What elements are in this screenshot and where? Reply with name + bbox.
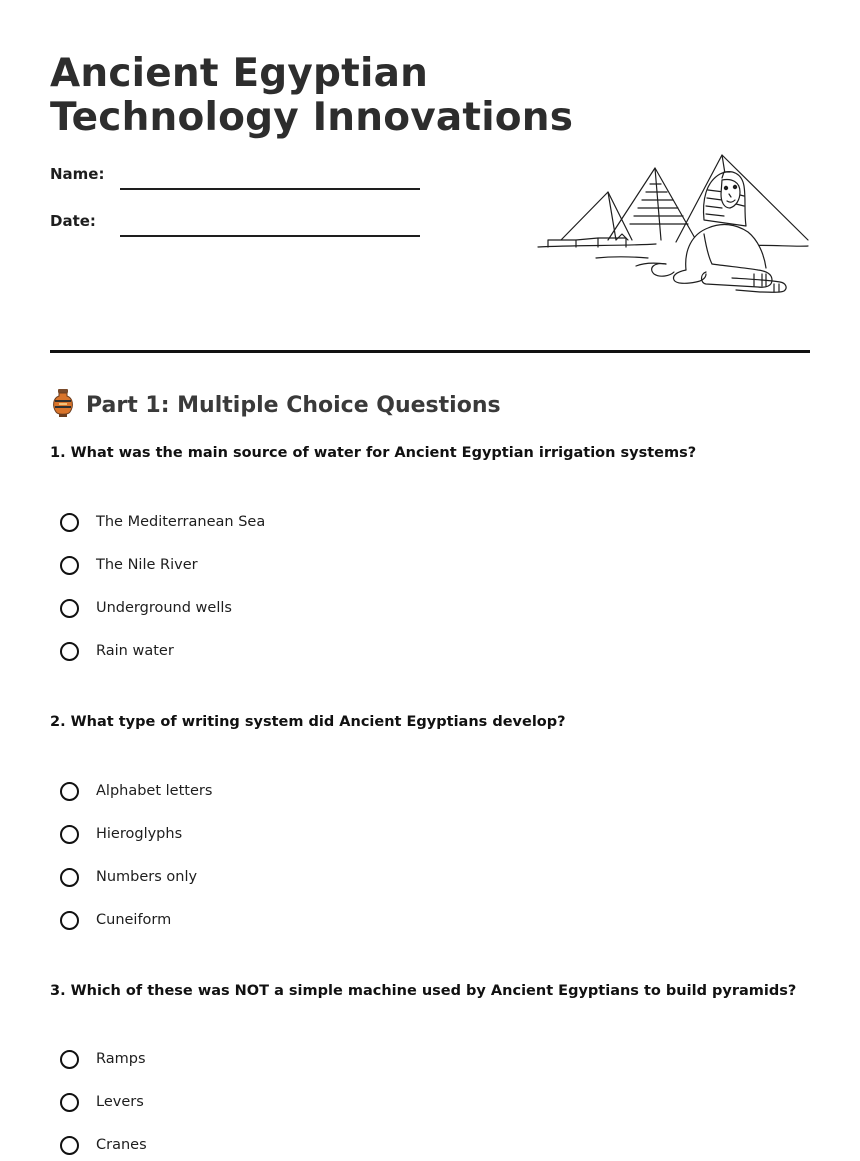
question-2-option-c[interactable]: [60, 864, 197, 890]
radio-button[interactable]: [60, 868, 79, 887]
question-3-option-c[interactable]: [60, 1132, 147, 1158]
date-label: Date:: [50, 212, 96, 230]
radio-button[interactable]: [60, 911, 79, 930]
option-label: Hieroglyphs: [96, 826, 183, 842]
question-2-option-a[interactable]: [60, 778, 212, 804]
option-label: Cuneiform: [96, 912, 172, 928]
radio-button[interactable]: [60, 1050, 79, 1069]
sphinx-and-pyramids-illustration: [536, 150, 811, 295]
title-line-1: Ancient Egyptian: [50, 51, 429, 96]
question-3-option-a[interactable]: [60, 1046, 146, 1072]
radio-button[interactable]: [60, 513, 79, 532]
option-label: Cranes: [96, 1137, 147, 1153]
name-field[interactable]: [120, 172, 420, 190]
question-1: 1. What was the main source of water for Ancient Egyptian irrigation systems?: [50, 445, 697, 461]
question-1-option-d[interactable]: [60, 638, 174, 664]
option-label: Levers: [96, 1094, 144, 1110]
question-3: 3. Which of these was NOT a simple machine used by Ancient Egyptians to build pyramids?: [50, 983, 797, 999]
name-label: Name:: [50, 165, 105, 183]
radio-button[interactable]: [60, 782, 79, 801]
option-label: Numbers only: [96, 869, 198, 885]
option-label: Underground wells: [96, 600, 232, 616]
egyptian-vase-icon: [50, 388, 76, 418]
section-divider: [50, 350, 810, 353]
question-2: 2. What type of writing system did Ancient Egyptians develop?: [50, 714, 566, 730]
date-field[interactable]: [120, 219, 420, 237]
option-label: Alphabet letters: [96, 783, 213, 799]
option-label: Ramps: [96, 1051, 146, 1067]
question-2-option-d[interactable]: [60, 907, 171, 933]
worksheet-title: [50, 52, 573, 140]
radio-button[interactable]: [60, 825, 79, 844]
question-3-option-b[interactable]: [60, 1089, 144, 1115]
option-label: The Nile River: [96, 557, 198, 573]
question-1-option-a[interactable]: [60, 509, 265, 535]
radio-button[interactable]: [60, 599, 79, 618]
radio-button[interactable]: [60, 556, 79, 575]
part-1-title: Part 1: Multiple Choice Questions: [86, 393, 501, 418]
radio-button[interactable]: [60, 1093, 79, 1112]
radio-button[interactable]: [60, 642, 79, 661]
radio-button[interactable]: [60, 1136, 79, 1155]
question-1-option-c[interactable]: [60, 595, 232, 621]
part-1-heading: [50, 388, 501, 421]
option-label: Rain water: [96, 643, 174, 659]
option-label: The Mediterranean Sea: [96, 514, 266, 530]
question-2-option-b[interactable]: [60, 821, 182, 847]
title-line-2: Technology Innovations: [50, 95, 574, 140]
question-1-option-b[interactable]: [60, 552, 198, 578]
